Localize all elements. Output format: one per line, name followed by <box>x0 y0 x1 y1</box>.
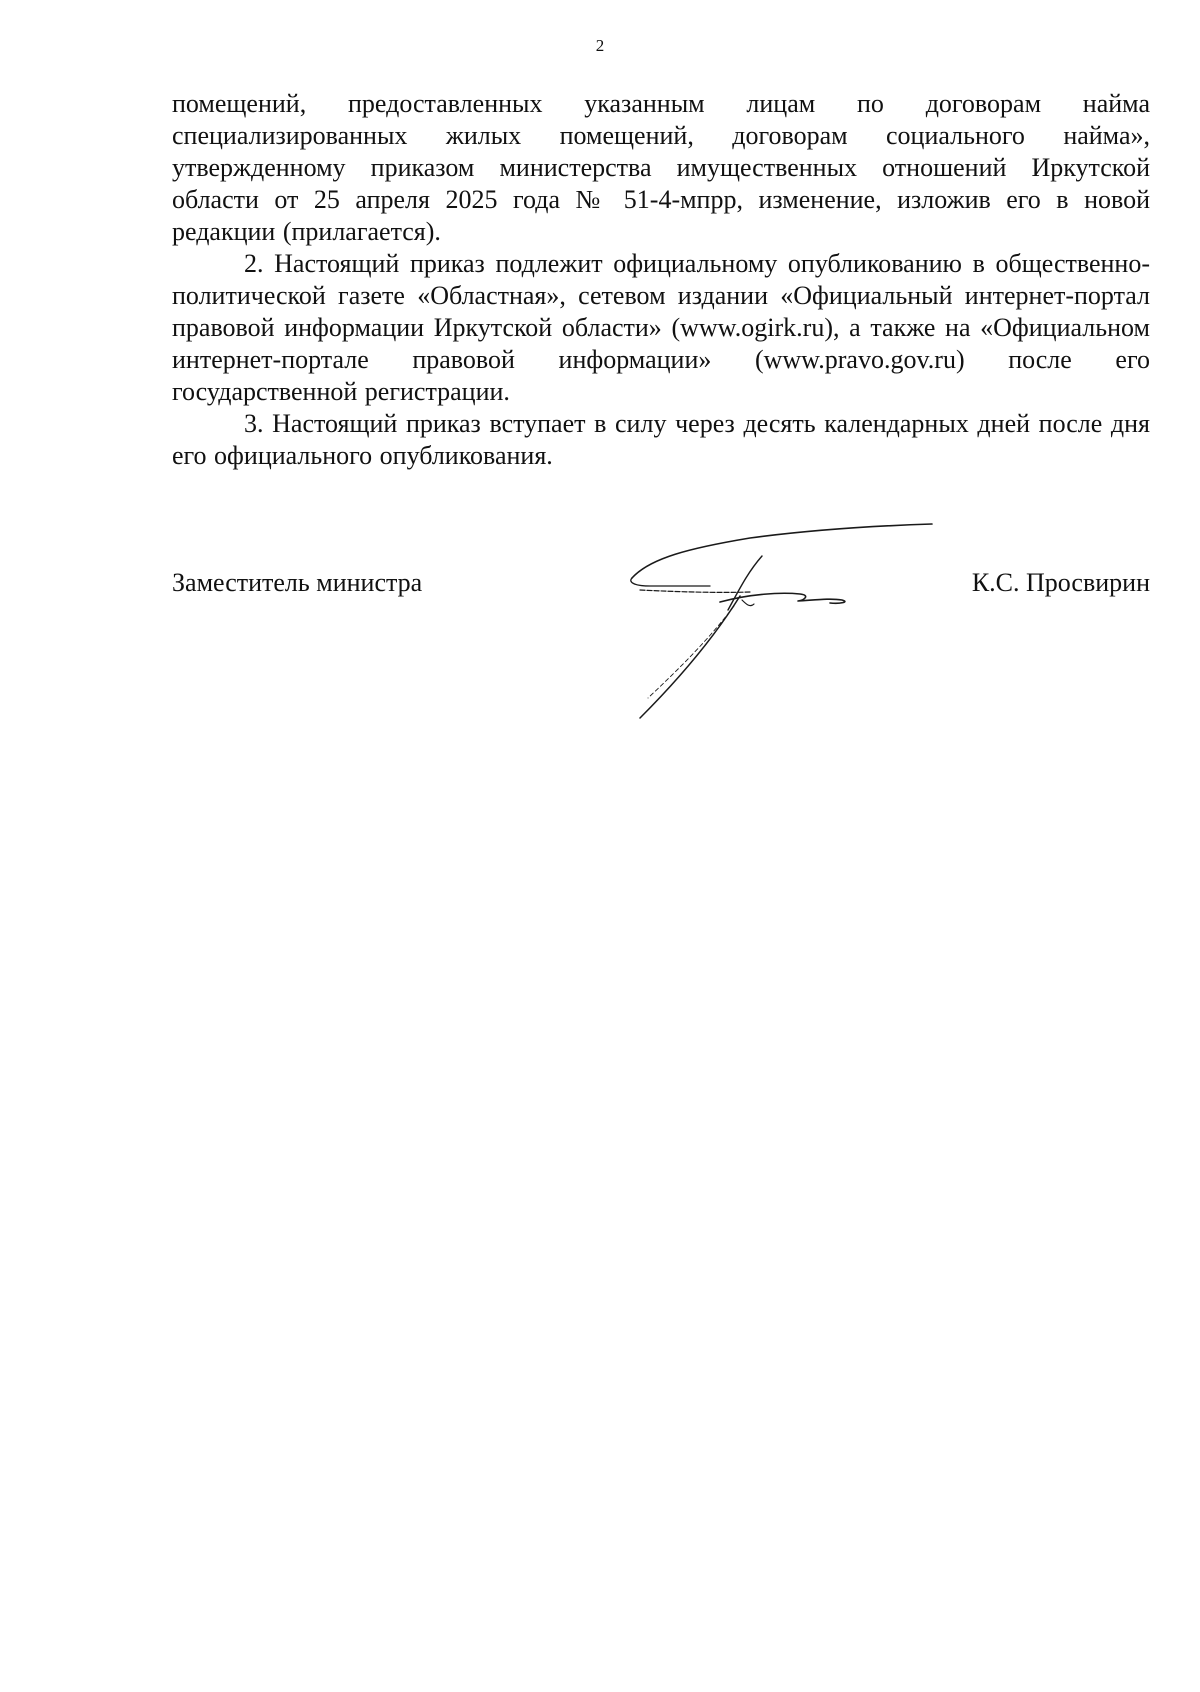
handwritten-signature <box>630 518 950 733</box>
signer-title: Заместитель министра <box>172 568 423 597</box>
paragraph-3: 3. Настоящий приказ вступает в силу через десять календарных дней после дня его официального опубликования. <box>172 409 1150 470</box>
paragraph-2: 2. Настоящий приказ подлежит официальному опубликованию в общественно-политической газете «Областная», сетевом издании «Официальный интернет-портал правовой информации Иркутской области» (www.ogirk.ru), а также на «Официальном интернет-портале правовой информации» (www.pravo.gov.ru) после его государственной регистрации. <box>172 249 1150 406</box>
page-number: 2 <box>595 36 605 55</box>
paragraph-1: помещений, предоставленных указанным лицам по договорам найма специализированных жилых помещений, договорам социального найма», утвержденному приказом министерства имущественных отношений Иркутской области от 25 апреля 2025 года № 51-4-мпрр, изменение, изложив его в новой редакции (прилагается). <box>172 89 1150 246</box>
signer-name: К.С. Просвирин <box>971 568 1150 597</box>
document-body <box>172 88 1150 472</box>
